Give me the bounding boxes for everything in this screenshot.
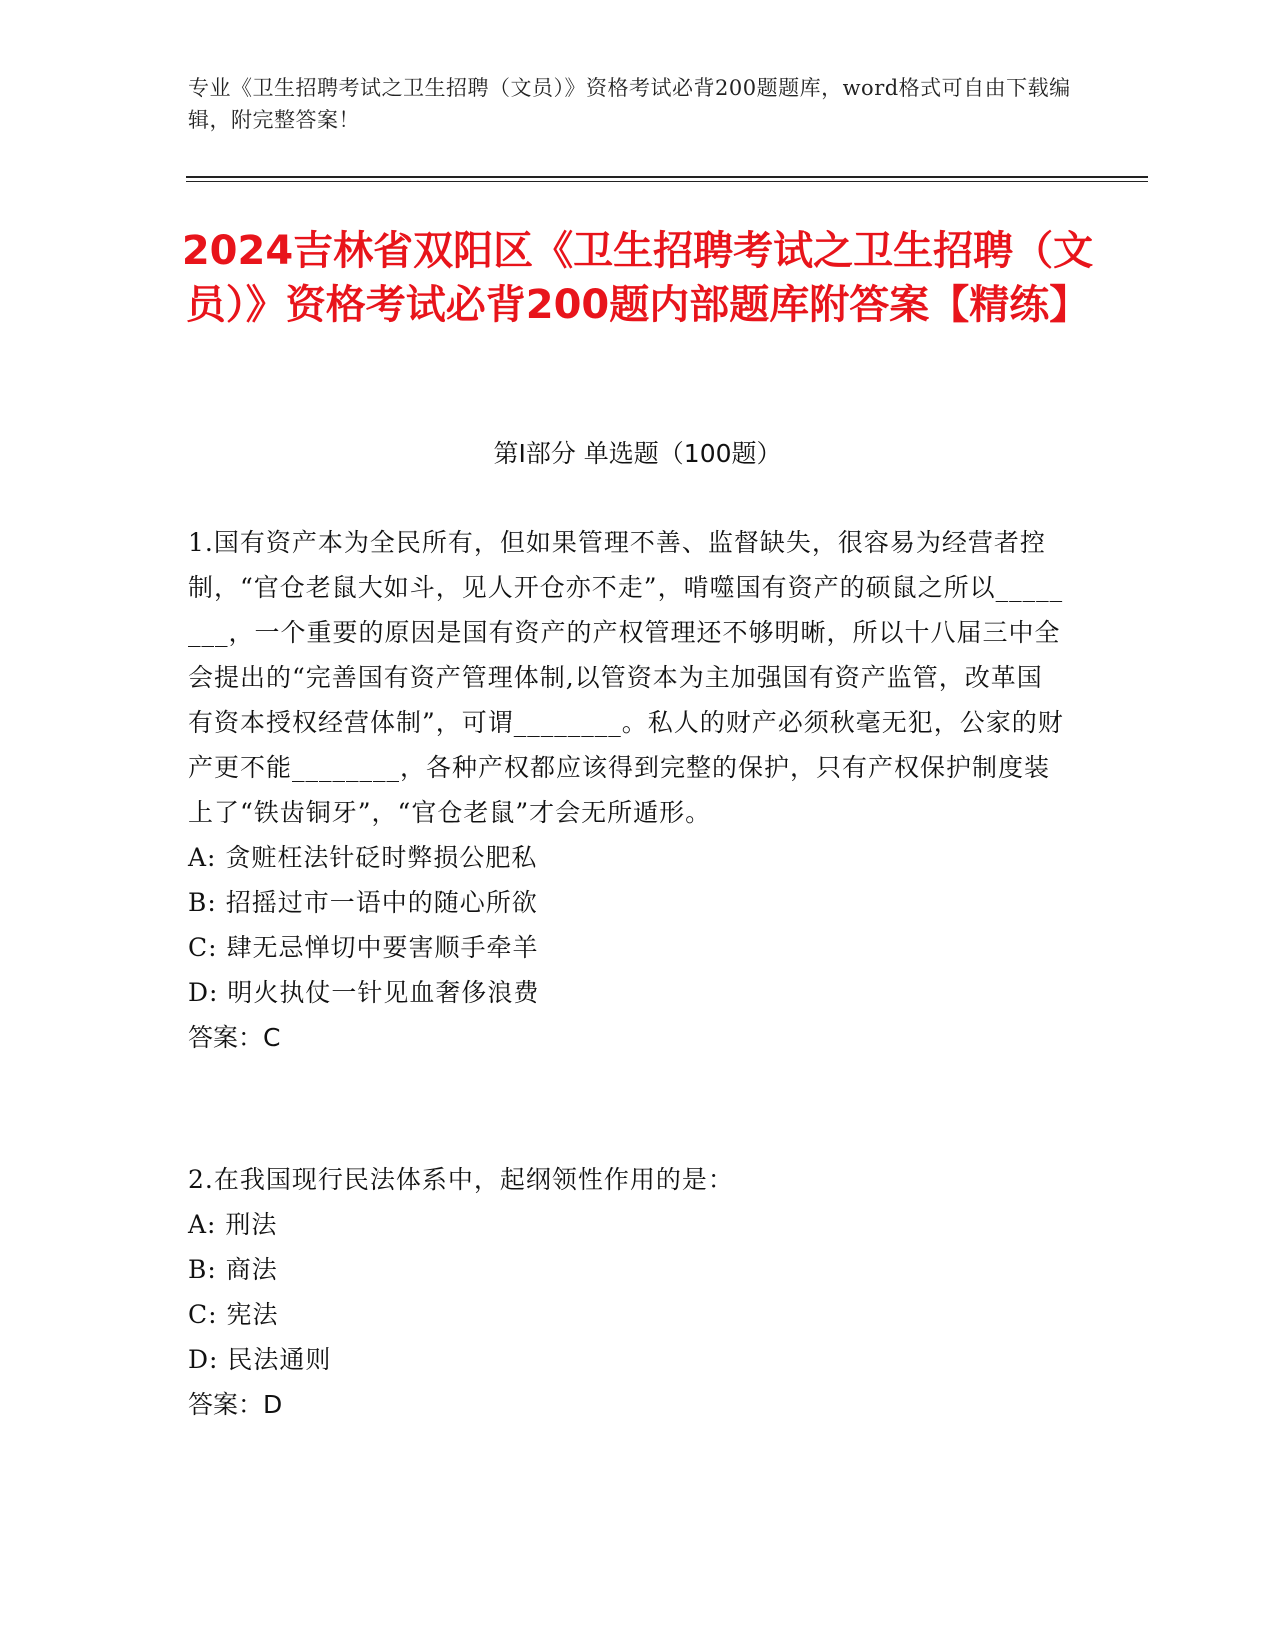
option-d: D: 明火执仗一针见血奢侈浪费 bbox=[188, 978, 540, 1007]
question-1 bbox=[188, 520, 1068, 1060]
option-c: C: 宪法 bbox=[188, 1300, 279, 1329]
answer: 答案：C bbox=[188, 1023, 281, 1052]
option-b: B: 商法 bbox=[188, 1255, 278, 1284]
question-2 bbox=[188, 1157, 1068, 1427]
document-title: 2024吉林省双阳区《卫生招聘考试之卫生招聘（文员）》资格考试必背200题内部题库附答案【精练】 bbox=[181, 228, 1094, 328]
option-d: D: 民法通则 bbox=[188, 1345, 332, 1374]
question-stem: 1.国有资产本为全民所有，但如果管理不善、监督缺失，很容易为经营者控制，“官仓老鼠大如斗，见人开仓亦不走”，啃噬国有资产的硕鼠之所以________，一个重要的原因是国有资产的产权管理还不够明晰，所以十八届三中全会提出的“完善国有资产管理体制,以管资本为主加强国有资产监管，改革国有资本授权经营体制”，可谓________。私人的财产必须秋毫无犯，公家的财产更不能________，各种产权都应该得到完整的保护，只有产权保护制度装上了“铁齿铜牙”，“官仓老鼠”才会无所遁形。 bbox=[188, 528, 1064, 827]
question-stem: 2.在我国现行民法体系中，起纲领性作用的是： bbox=[188, 1165, 734, 1194]
option-a: A: 刑法 bbox=[188, 1210, 278, 1239]
header-divider-thick bbox=[186, 176, 1148, 178]
header-note: 专业《卫生招聘考试之卫生招聘（文员）》资格考试必背200题题库，word格式可自由下载编辑，附完整答案！ bbox=[188, 76, 1071, 132]
header-divider-thin bbox=[186, 181, 1148, 182]
option-b: B: 招摇过市一语中的随心所欲 bbox=[188, 888, 538, 917]
option-a: A: 贪赃枉法针砭时弊损公肥私 bbox=[188, 843, 538, 872]
option-c: C: 肆无忌惮切中要害顺手牵羊 bbox=[188, 933, 539, 962]
section-title: 第I部分 单选题（100题） bbox=[493, 439, 782, 468]
answer: 答案：D bbox=[188, 1390, 283, 1419]
